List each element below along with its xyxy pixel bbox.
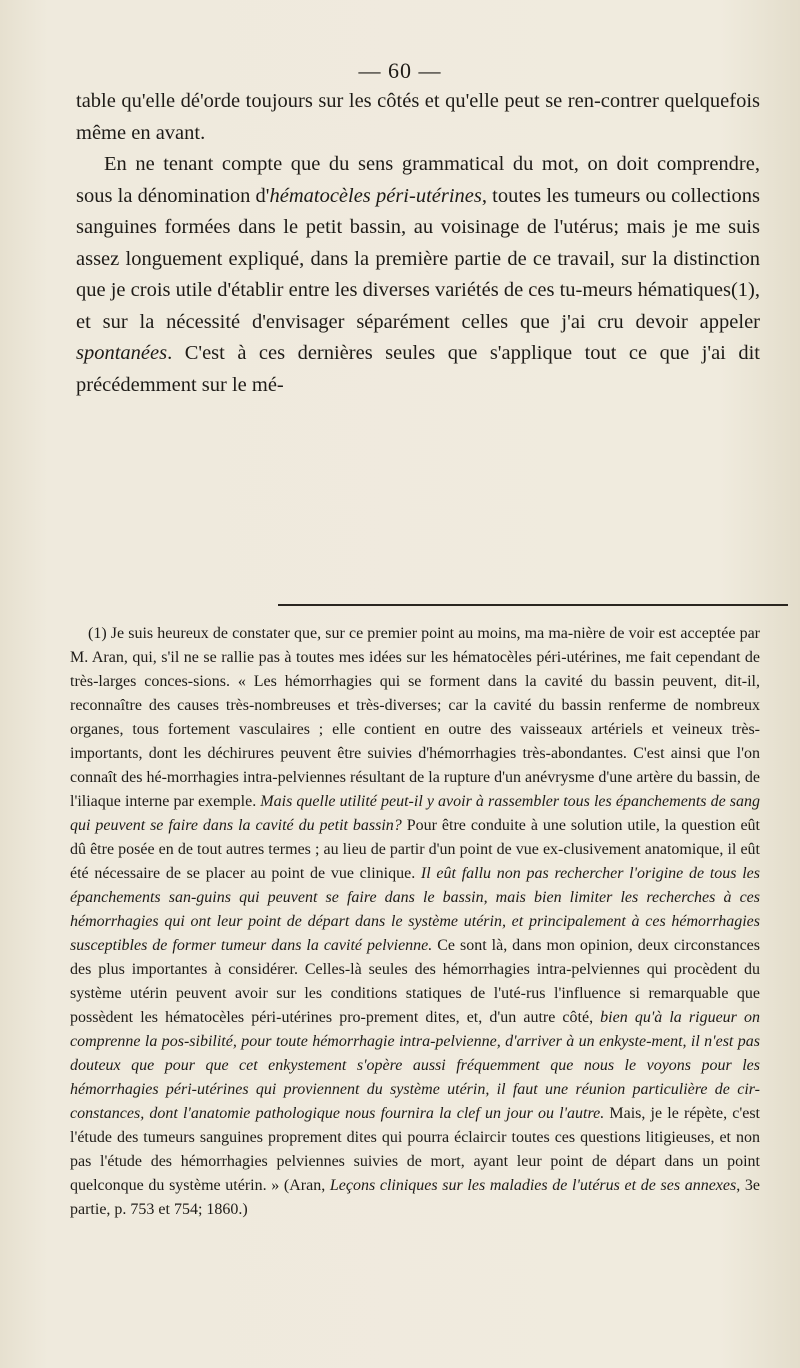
footnote-italic: Mais quelle utilité peut-il y avoir à rassembler tous les épanchements de sang qui peuvent se faire dans la cavité du petit bassin? bbox=[70, 793, 760, 834]
paragraph-text: . C'est à ces dernières seules que s'applique tout ce que j'ai dit précédemment sur le mé- bbox=[76, 342, 760, 396]
italic-term: hématocèles péri-utérines bbox=[269, 184, 482, 207]
footnote bbox=[70, 622, 760, 1222]
footnote-text: Ce sont là, dans mon opinion, deux circonstances des plus importantes à considérer. Celles-là seules des hémorrhagies intra-pelviennes qui procèdent du système utérin peuvent avoir sur les conditions statiques de l'uté-rus l'influence si remarquable que possèdent les hématocèles péri-utérines pro-prement dites, et, d'un autre côté, bbox=[70, 937, 761, 1026]
page-number: — 60 — bbox=[358, 58, 442, 83]
paragraph-text: , toutes les tumeurs ou collections sanguines formées dans le petit bassin, au voisinage de l'utérus; mais je me suis assez longuement expliqué, dans la première partie de ce travail, sur la distinction que je crois utile d'établir entre les diverses variétés de ces tu-meurs hématiques(1), et sur la nécessité d'envisager séparément celles que j'ai cru devoir appeler bbox=[76, 184, 760, 333]
paragraph-text: En ne tenant compte que du sens grammatical du mot, on doit comprendre, sous la dénomination d' bbox=[76, 153, 760, 207]
italic-term: spontanées bbox=[76, 342, 168, 364]
footnote-text: Mais, je le répète, c'est l'étude des tumeurs sanguines proprement dites qui pourra éclaircir toutes ces questions litigieuses, et non pas l'étude des hémorrhagies pelviennes suivies de mort, ayant leur point de départ dans un point quelconque du système utérin. » (Aran, bbox=[70, 1105, 761, 1194]
footnote-italic: bien qu'à la rigueur on comprenne la pos-sibilité, pour toute hémorrhagie intra-pelvienne, d'arriver à un enkyste-ment, il n'est pas douteux que pour que cet enkystement s'opère aussi fréquemment que nous le voyons pour les hémorrhagies péri-utérines qui proviennent du système utérin, il faut une réunion particulière de cir-constances, dont l'anatomie pathologique nous fournira la clef un jour ou l'autre. bbox=[70, 1009, 760, 1122]
paragraph-continuation: table qu'elle dé'orde toujours sur les côtés et qu'elle peut se ren-contrer quelquefois même en avant. bbox=[76, 90, 760, 144]
paragraph-hematoceles bbox=[76, 149, 760, 401]
footnote-separator bbox=[278, 604, 788, 606]
footnote-italic: Il eût fallu non pas rechercher l'origine de tous les épanchements san-guins qui peuvent se faire dans le bassin, mais bien limiter les recherches à ces hémorrhagies qui ont leur point de départ dans le système utérin, et principalement à ces hémorrhagies susceptibles de former tumeur dans la cavité pelvienne. bbox=[70, 865, 761, 954]
footnote-italic: Leçons cliniques sur les maladies de l'utérus et de ses annexes bbox=[329, 1177, 737, 1194]
footnote-text: (1) Je suis heureux de constater que, sur ce premier point au moins, ma ma-nière de voir est acceptée par M. Aran, qui, s'il ne se rallie pas à toutes mes idées sur les hématocèles péri-utérines, me fait cependant de très-larges conces-sions. « Les hémorrhagies qui se forment dans la cavité du bassin peuvent, dit-il, reconnaître des causes très-nombreuses et très-diverses; car la cavité du bassin renferme de nombreux organes, tous fortement vasculaires ; elle contient en outre des vaisseaux artériels et veineux très-importants, dont les déchirures peuvent être suivies d'hémorrhagies très-abondantes. C'est ainsi que l'on connaît des hé-morrhagies intra-pelviennes résultant de la rupture d'un anévrysme d'une artère du bassin, de l'iliaque interne par exemple. bbox=[70, 625, 760, 810]
main-text bbox=[76, 86, 760, 401]
footnote-text: Pour être conduite à une solution utile, la question eût dû être posée en de tout autres termes ; au lieu de partir d'un point de vue ex-clusivement anatomique, il eût été nécessaire de se placer au point de vue clinique. bbox=[70, 817, 760, 882]
footnote-text: , 3e partie, p. 753 et 754; 1860.) bbox=[70, 1177, 760, 1218]
